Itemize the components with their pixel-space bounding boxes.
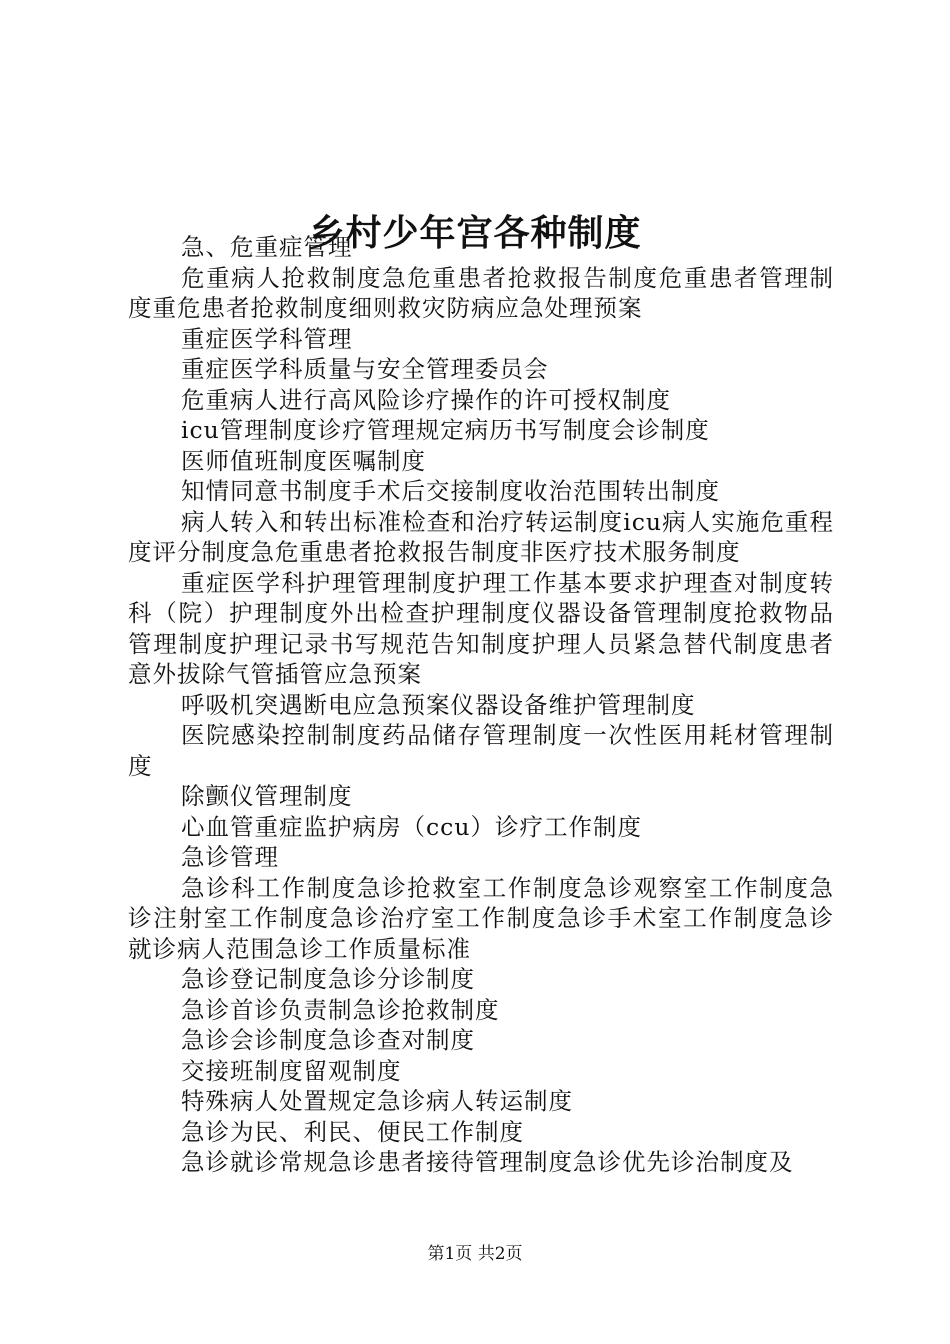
paragraph: 危重病人抢救制度急危重患者抢救报告制度危重患者管理制度重危患者抢救制度细则救灾防病应急处理预案 [128,263,834,322]
paragraph: 急诊管理 [181,843,279,871]
paragraph: 急诊科工作制度急诊抢救室工作制度急诊观察室工作制度急诊注射室工作制度急诊治疗室工作制度急诊手术室工作制度急诊就诊病人范围急诊工作质量标准 [128,873,834,963]
paragraph: 知情同意书制度手术后交接制度收治范围转出制度 [181,477,720,505]
paragraph: 除颤仪管理制度 [181,782,353,810]
paragraph: 特殊病人处置规定急诊病人转运制度 [181,1087,573,1115]
paragraph: 心血管重症监护病房（ccu）诊疗工作制度 [181,812,642,841]
paragraph: 急、危重症管理 [181,233,353,261]
paragraph: 重症医学科质量与安全管理委员会 [181,355,549,383]
paragraph: 急诊为民、利民、便民工作制度 [181,1117,524,1146]
page-footer: 第1页 共2页 [427,1244,523,1264]
paragraph: 急诊会诊制度急诊查对制度 [181,1026,475,1054]
document-body [128,232,834,1178]
paragraph: 重症医学科管理 [181,324,353,353]
paragraph: 交接班制度留观制度 [181,1056,402,1085]
paragraph: 危重病人进行高风险诊疗操作的许可授权制度 [181,385,671,414]
paragraph: 呼吸机突遇断电应急预案仪器设备维护管理制度 [181,690,696,719]
paragraph: 急诊就诊常规急诊患者接待管理制度急诊优先诊治制度及 [181,1148,794,1176]
document-title: 乡村少年宫各种制度 [308,212,642,255]
paragraph: 医师值班制度医嘱制度 [181,446,426,475]
paragraph: icu管理制度诊疗管理规定病历书写制度会诊制度 [181,416,710,444]
paragraph: 医院感染控制制度药品储存管理制度一次性医用耗材管理制度 [128,721,834,780]
paragraph: 急诊登记制度急诊分诊制度 [181,965,475,993]
paragraph: 病人转入和转出标准检查和治疗转运制度icu病人实施危重程度评分制度急危重患者抢救报告制度非医疗技术服务制度 [128,507,834,566]
paragraph: 急诊首诊负责制急诊抢救制度 [181,995,500,1024]
paragraph: 重症医学科护理管理制度护理工作基本要求护理查对制度转科（院）护理制度外出检查护理制度仪器设备管理制度抢救物品管理制度护理记录书写规范告知制度护理人员紧急替代制度患者意外拔除气管插管应急预案 [128,568,834,688]
